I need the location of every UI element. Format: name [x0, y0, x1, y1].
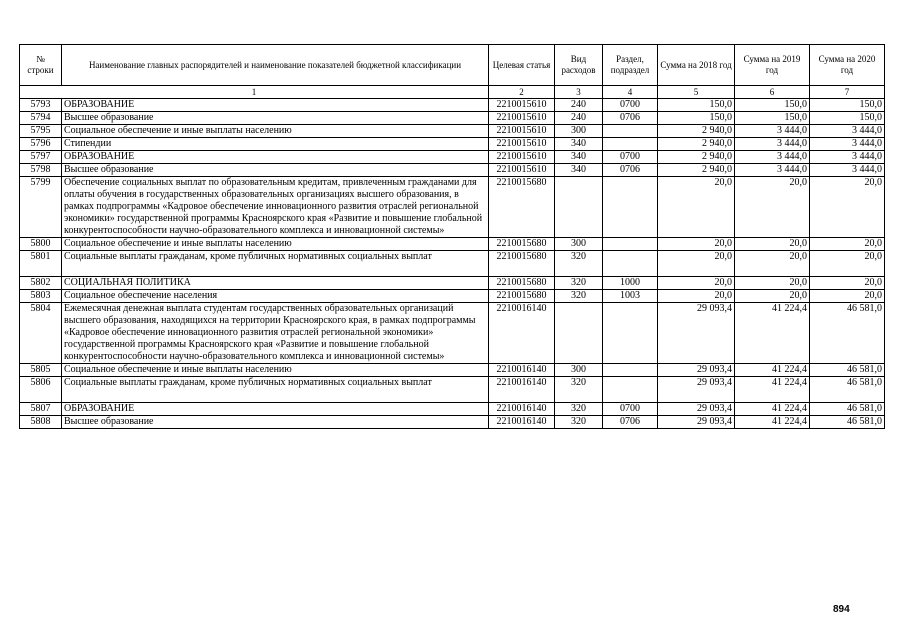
row-expense-type: 300 [555, 238, 603, 251]
column-number: 3 [555, 86, 603, 99]
row-target-article: 2210015610 [489, 138, 555, 151]
header-sum-2018: Сумма на 2018 год [658, 45, 735, 86]
row-sum-2019: 20,0 [735, 177, 810, 238]
row-number: 5798 [20, 164, 62, 177]
budget-table [19, 44, 885, 429]
row-section [603, 125, 658, 138]
row-expense-type: 300 [555, 125, 603, 138]
row-section: 0700 [603, 99, 658, 112]
row-name: Социальное обеспечение населения [62, 290, 489, 303]
page-number: 894 [833, 604, 850, 615]
header-sum-2019: Сумма на 2019 год [735, 45, 810, 86]
row-sum-2018: 20,0 [658, 277, 735, 290]
row-name: Социальные выплаты гражданам, кроме публичных нормативных социальных выплат [62, 251, 489, 277]
column-number-row [20, 86, 885, 99]
row-name: Высшее образование [62, 164, 489, 177]
table-row [20, 125, 885, 138]
row-number: 5793 [20, 99, 62, 112]
row-sum-2018: 20,0 [658, 290, 735, 303]
header-row-number: № строки [20, 45, 62, 86]
row-section: 0706 [603, 416, 658, 429]
row-sum-2019: 3 444,0 [735, 151, 810, 164]
row-target-article: 2210016140 [489, 364, 555, 377]
row-sum-2019: 20,0 [735, 277, 810, 290]
row-number: 5804 [20, 303, 62, 364]
row-sum-2018: 150,0 [658, 112, 735, 125]
row-expense-type [555, 303, 603, 364]
row-expense-type: 320 [555, 251, 603, 277]
row-sum-2019: 3 444,0 [735, 125, 810, 138]
row-target-article: 2210015610 [489, 164, 555, 177]
row-sum-2020: 3 444,0 [810, 151, 885, 164]
row-expense-type [555, 177, 603, 238]
row-section: 1000 [603, 277, 658, 290]
row-section [603, 251, 658, 277]
row-name: Стипендии [62, 138, 489, 151]
column-number: 1 [20, 86, 489, 99]
row-number: 5807 [20, 403, 62, 416]
row-target-article: 2210015680 [489, 238, 555, 251]
row-number: 5795 [20, 125, 62, 138]
row-target-article: 2210015610 [489, 151, 555, 164]
row-target-article: 2210015610 [489, 99, 555, 112]
row-sum-2019: 41 224,4 [735, 303, 810, 364]
row-name: Социальные выплаты гражданам, кроме публичных нормативных социальных выплат [62, 377, 489, 403]
row-number: 5806 [20, 377, 62, 403]
table-row [20, 164, 885, 177]
row-section [603, 364, 658, 377]
row-number: 5799 [20, 177, 62, 238]
row-sum-2018: 29 093,4 [658, 303, 735, 364]
row-sum-2019: 41 224,4 [735, 377, 810, 403]
row-expense-type: 240 [555, 99, 603, 112]
row-expense-type: 320 [555, 403, 603, 416]
table-row [20, 403, 885, 416]
table-row [20, 99, 885, 112]
row-sum-2019: 150,0 [735, 99, 810, 112]
row-sum-2018: 20,0 [658, 251, 735, 277]
row-section [603, 303, 658, 364]
row-number: 5802 [20, 277, 62, 290]
row-name: Обеспечение социальных выплат по образовательным кредитам, привлеченным гражданами для оплаты обучения в государственных образовательных организациях высшего образования, в рамках подпрограммы «Кадровое обеспечение инновационного развития отраслей региональной экономики» государственной программы Красноярского края «Развитие и повышение глобальной конкурентоспособности научно-образовательного комплекса и инновационной системы» [62, 177, 489, 238]
row-sum-2020: 20,0 [810, 290, 885, 303]
table-row [20, 290, 885, 303]
row-sum-2018: 2 940,0 [658, 164, 735, 177]
row-sum-2020: 46 581,0 [810, 403, 885, 416]
row-sum-2019: 150,0 [735, 112, 810, 125]
row-number: 5808 [20, 416, 62, 429]
table-row [20, 138, 885, 151]
row-sum-2019: 41 224,4 [735, 364, 810, 377]
row-sum-2020: 46 581,0 [810, 377, 885, 403]
row-sum-2018: 2 940,0 [658, 151, 735, 164]
table-row [20, 377, 885, 403]
row-sum-2018: 29 093,4 [658, 403, 735, 416]
row-section: 1003 [603, 290, 658, 303]
header-target-article: Целевая статья [489, 45, 555, 86]
row-sum-2020: 3 444,0 [810, 125, 885, 138]
row-name: Социальное обеспечение и иные выплаты населению [62, 364, 489, 377]
table-row [20, 177, 885, 238]
row-number: 5797 [20, 151, 62, 164]
row-sum-2018: 20,0 [658, 238, 735, 251]
row-name: ОБРАЗОВАНИЕ [62, 403, 489, 416]
row-sum-2020: 46 581,0 [810, 364, 885, 377]
row-number: 5800 [20, 238, 62, 251]
row-section [603, 238, 658, 251]
row-target-article: 2210016140 [489, 403, 555, 416]
row-sum-2019: 20,0 [735, 238, 810, 251]
row-sum-2018: 150,0 [658, 99, 735, 112]
row-sum-2020: 150,0 [810, 112, 885, 125]
row-target-article: 2210016140 [489, 303, 555, 364]
row-section [603, 177, 658, 238]
header-section: Раздел, подраздел [603, 45, 658, 86]
row-target-article: 2210016140 [489, 416, 555, 429]
row-expense-type: 320 [555, 277, 603, 290]
column-number: 6 [735, 86, 810, 99]
row-sum-2018: 20,0 [658, 177, 735, 238]
row-sum-2020: 20,0 [810, 238, 885, 251]
row-name: Социальное обеспечение и иные выплаты населению [62, 238, 489, 251]
row-section [603, 377, 658, 403]
row-sum-2018: 29 093,4 [658, 416, 735, 429]
row-sum-2018: 29 093,4 [658, 377, 735, 403]
row-sum-2018: 2 940,0 [658, 125, 735, 138]
row-name: Социальное обеспечение и иные выплаты населению [62, 125, 489, 138]
row-target-article: 2210016140 [489, 377, 555, 403]
row-sum-2019: 3 444,0 [735, 164, 810, 177]
row-name: Высшее образование [62, 416, 489, 429]
table-body [20, 99, 885, 429]
row-expense-type: 320 [555, 377, 603, 403]
row-target-article: 2210015680 [489, 290, 555, 303]
row-sum-2019: 3 444,0 [735, 138, 810, 151]
row-expense-type: 240 [555, 112, 603, 125]
table-row [20, 303, 885, 364]
header-name: Наименование главных распорядителей и наименование показателей бюджетной классификации [62, 45, 489, 86]
row-name: ОБРАЗОВАНИЕ [62, 99, 489, 112]
row-target-article: 2210015610 [489, 112, 555, 125]
row-number: 5801 [20, 251, 62, 277]
column-number: 7 [810, 86, 885, 99]
row-sum-2020: 150,0 [810, 99, 885, 112]
row-sum-2019: 20,0 [735, 251, 810, 277]
row-section: 0706 [603, 164, 658, 177]
row-target-article: 2210015680 [489, 177, 555, 238]
table-row [20, 251, 885, 277]
row-sum-2019: 41 224,4 [735, 416, 810, 429]
header-sum-2020: Сумма на 2020 год [810, 45, 885, 86]
column-number: 5 [658, 86, 735, 99]
row-sum-2019: 20,0 [735, 290, 810, 303]
row-sum-2018: 29 093,4 [658, 364, 735, 377]
row-sum-2020: 46 581,0 [810, 416, 885, 429]
row-target-article: 2210015680 [489, 251, 555, 277]
row-sum-2020: 3 444,0 [810, 138, 885, 151]
row-number: 5803 [20, 290, 62, 303]
row-name: ОБРАЗОВАНИЕ [62, 151, 489, 164]
row-section: 0700 [603, 403, 658, 416]
row-expense-type: 340 [555, 151, 603, 164]
column-number: 2 [489, 86, 555, 99]
row-number: 5794 [20, 112, 62, 125]
row-sum-2020: 46 581,0 [810, 303, 885, 364]
row-expense-type: 320 [555, 416, 603, 429]
table-row [20, 364, 885, 377]
column-number: 4 [603, 86, 658, 99]
row-name: Высшее образование [62, 112, 489, 125]
row-target-article: 2210015610 [489, 125, 555, 138]
row-sum-2020: 3 444,0 [810, 164, 885, 177]
header-expense-type: Вид расходов [555, 45, 603, 86]
row-number: 5796 [20, 138, 62, 151]
row-expense-type: 340 [555, 138, 603, 151]
row-section: 0700 [603, 151, 658, 164]
row-expense-type: 300 [555, 364, 603, 377]
table-row [20, 238, 885, 251]
row-expense-type: 340 [555, 164, 603, 177]
header-row [20, 45, 885, 86]
row-section: 0706 [603, 112, 658, 125]
row-number: 5805 [20, 364, 62, 377]
row-sum-2020: 20,0 [810, 251, 885, 277]
row-expense-type: 320 [555, 290, 603, 303]
table-row [20, 112, 885, 125]
row-sum-2020: 20,0 [810, 177, 885, 238]
row-name: Ежемесячная денежная выплата студентам государственных образовательных организаций высшего образования, находящихся на территории Красноярского края, в рамках подпрограммы «Кадровое обеспечение инновационного развития отраслей региональной экономики» государственной программы Красноярского края «Развитие и повышение глобальной конкурентоспособности научно-образовательного комплекса и инновационной системы» [62, 303, 489, 364]
row-sum-2018: 2 940,0 [658, 138, 735, 151]
table-row [20, 151, 885, 164]
table-row [20, 416, 885, 429]
table-row [20, 277, 885, 290]
row-section [603, 138, 658, 151]
row-target-article: 2210015680 [489, 277, 555, 290]
row-sum-2019: 41 224,4 [735, 403, 810, 416]
row-name: СОЦИАЛЬНАЯ ПОЛИТИКА [62, 277, 489, 290]
row-sum-2020: 20,0 [810, 277, 885, 290]
